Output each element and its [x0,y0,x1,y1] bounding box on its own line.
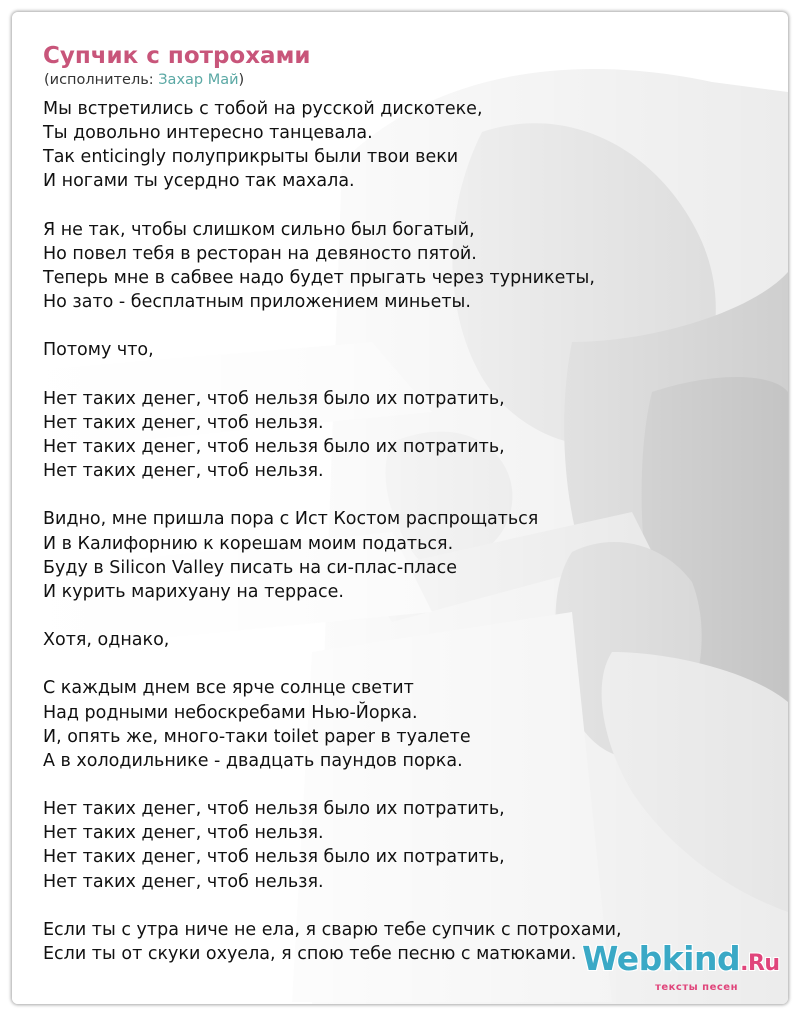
lyric-line: Если ты с утра ниче не ела, я сварю тебе супчик с потрохами, [43,919,622,940]
lyric-line: И ногами ты усердно так махала. [43,171,355,192]
logo-wordmark [582,939,780,982]
stanza-break [43,652,783,676]
lyric-line: Нет таких денег, чтоб нельзя было их потратить, [43,436,505,457]
stanza-break [43,483,783,507]
lyric-line: Так enticingly полуприкрыты были твои веки [43,147,459,168]
lyric-line: Но повел тебя в ресторан на девяносто пятой. [43,243,477,264]
lyric-line: Нет таких денег, чтоб нельзя. [43,871,324,892]
lyric-line: Нет таких денег, чтоб нельзя было их потратить, [43,799,505,820]
lyric-line: Буду в Silicon Valley писать на си-плас-пласе [43,557,457,578]
lyric-line: Хотя, однако, [43,630,170,651]
song-title: Супчик с потрохами [43,43,311,69]
lyrics-card [12,12,788,1004]
artist-prefix: (исполнитель: [44,72,159,88]
lyric-line: Нет таких денег, чтоб нельзя было их потратить, [43,847,505,868]
lyric-line: А в холодильнике - двадцать паундов порка. [43,750,463,771]
stanza-break [43,773,783,797]
webkind-logo[interactable] [582,939,780,993]
lyric-line: Нет таких денег, чтоб нельзя. [43,461,324,482]
lyric-line: Нет таких денег, чтоб нельзя. [43,412,324,433]
lyric-line: Если ты от скуки охуела, я спою тебе песню с матюками. [43,943,577,964]
artist-link[interactable]: Захар Май [158,72,239,88]
lyric-line: Я не так, чтобы слишком сильно был богатый, [43,219,475,240]
stanza-break [43,194,783,218]
lyric-line: Нет таких денег, чтоб нельзя. [43,823,324,844]
artist-line [44,70,783,90]
lyric-line: Ты довольно интересно танцевала. [43,123,373,144]
artist-suffix: ) [238,72,245,88]
lyric-line: Видно, мне пришла пора с Ист Костом распрощаться [43,509,539,530]
logo-domain-suffix: .Ru [740,951,780,976]
lyrics-text [43,97,783,966]
lyric-line: И в Калифорнию к корешам моим податься. [43,533,454,554]
stanza-break [43,363,783,387]
stanza-break [43,604,783,628]
lyric-line: Над родными небоскребами Нью-Йорка. [43,702,418,723]
lyric-line: Потому что, [43,340,154,361]
logo-tagline: тексты песен [655,982,738,993]
song-content [43,42,783,966]
lyric-line: Нет таких денег, чтоб нельзя было их потратить, [43,388,505,409]
logo-main-text: Webkind [582,939,741,978]
lyric-line: С каждым днем все ярче солнце светит [43,678,414,699]
stanza-break [43,894,783,918]
lyric-line: Мы встретились с тобой на русской дискотеке, [43,99,483,119]
stanza-break [43,314,783,338]
lyric-line: Но зато - бесплатным приложением миньеты. [43,292,471,313]
lyric-line: Теперь мне в сабвее надо будет прыгать через турникеты, [43,267,595,288]
lyric-line: И курить марихуану на террасе. [43,581,344,602]
lyric-line: И, опять же, много-таки toilet paper в туалете [43,726,471,747]
